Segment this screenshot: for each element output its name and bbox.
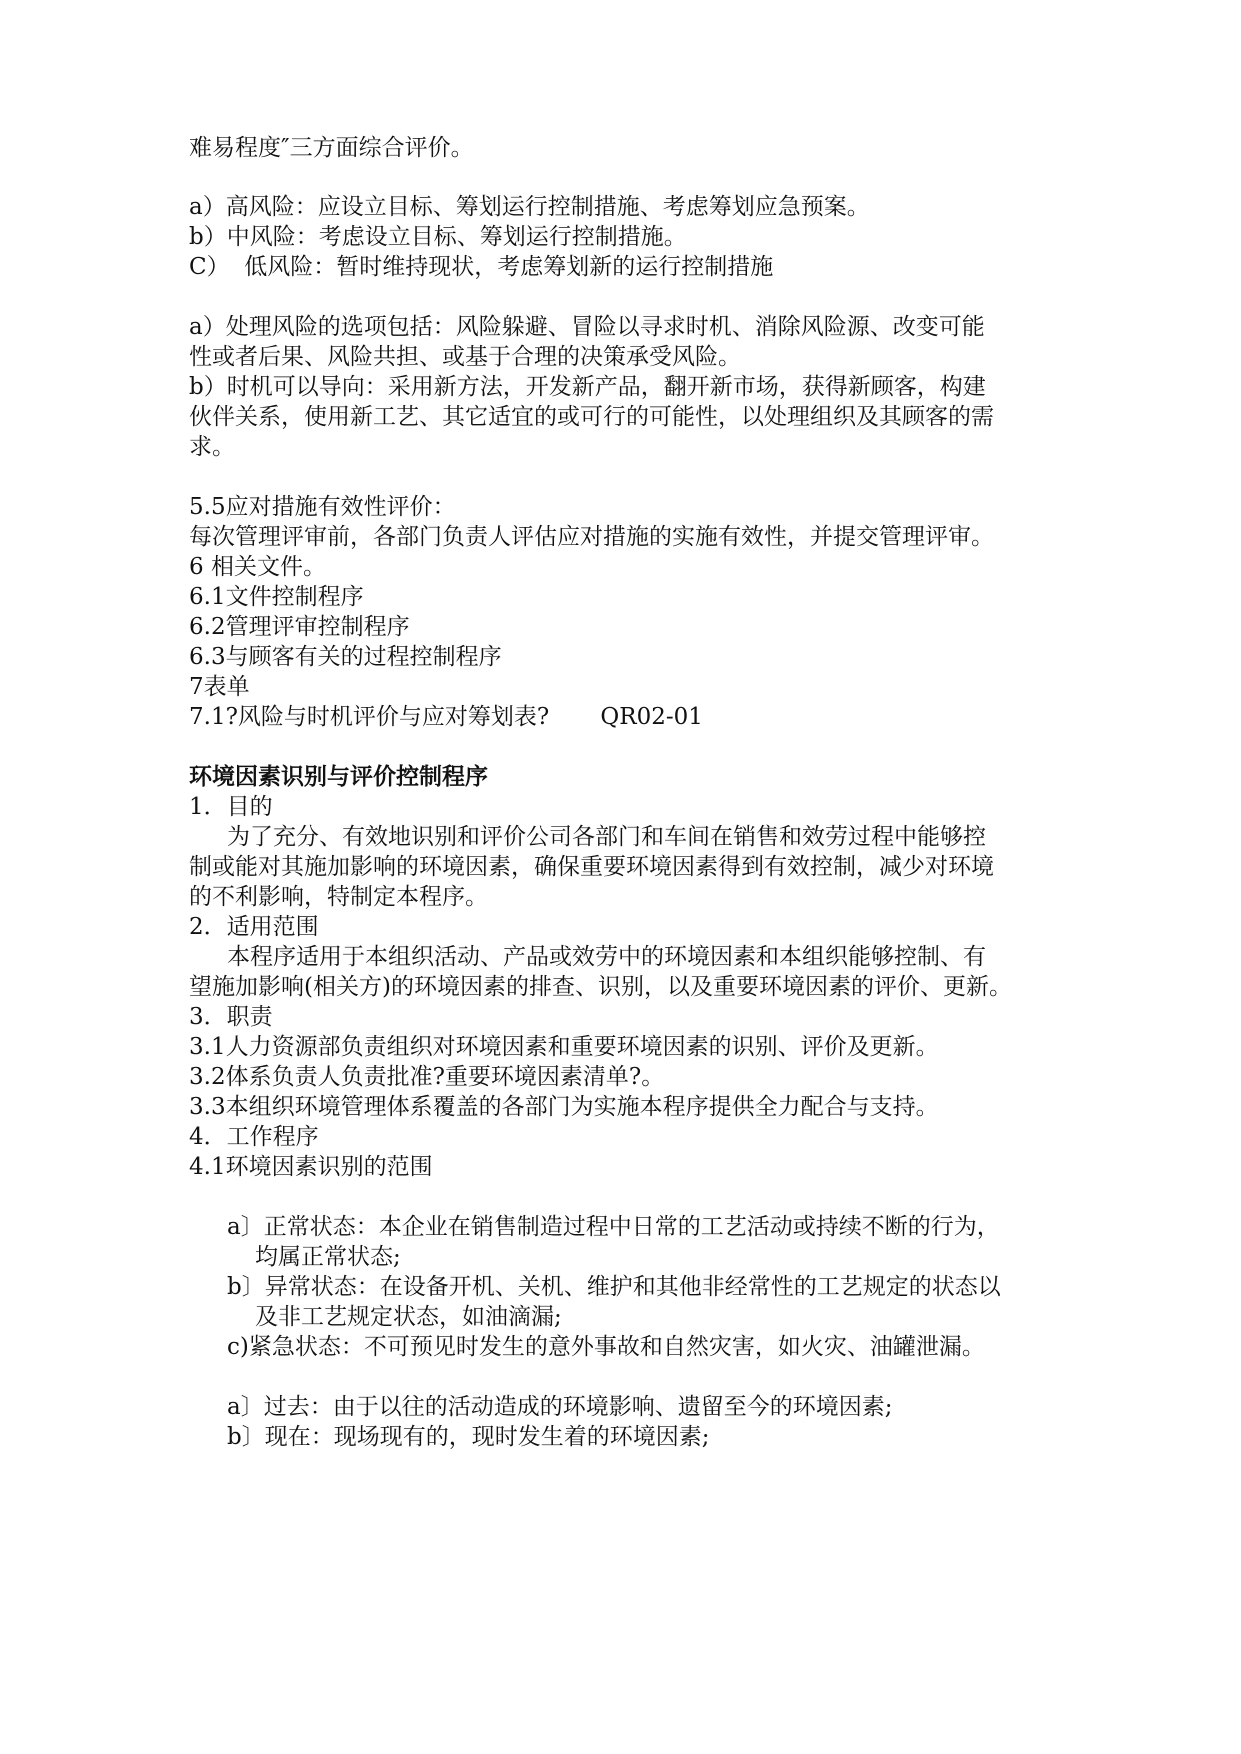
section-heading: 2．适用范围 bbox=[189, 914, 319, 940]
list-item: 6.3与顾客有关的过程控制程序 bbox=[189, 644, 502, 670]
list-item: 7.1?风险与时机评价与应对筹划表? QR02-01 bbox=[189, 704, 703, 730]
section-heading: 5.5应对措施有效性评价： bbox=[189, 494, 456, 520]
text-line: a）处理风险的选项包括：风险躲避、冒险以寻求时机、消除风险源、改变可能 bbox=[189, 314, 985, 340]
list-item: 3.3本组织环境管理体系覆盖的各部门为实施本程序提供全力配合与支持。 bbox=[189, 1094, 939, 1120]
list-item: b〕异常状态：在设备开机、关机、维护和其他非经常性的工艺规定的状态以 bbox=[227, 1274, 1001, 1300]
section-heading: 3．职责 bbox=[189, 1004, 273, 1030]
list-item: a〕过去：由于以往的活动造成的环境影响、遗留至今的环境因素; bbox=[227, 1394, 893, 1420]
text-line: 性或者后果、风险共担、或基于合理的决策承受风险。 bbox=[189, 344, 741, 370]
text-line: 难易程度″三方面综合评价。 bbox=[189, 135, 474, 161]
text-line: 制或能对其施加影响的环境因素，确保重要环境因素得到有效控制，减少对环境 bbox=[189, 854, 994, 880]
list-item: 3.2体系负责人负责批准?重要环境因素清单?。 bbox=[189, 1064, 665, 1090]
text-line: 本程序适用于本组织活动、产品或效劳中的环境因素和本组织能够控制、有 bbox=[227, 944, 986, 970]
list-item: b〕现在：现场现有的，现时发生着的环境因素; bbox=[227, 1424, 710, 1450]
text-line: 及非工艺规定状态，如油滴漏; bbox=[255, 1304, 562, 1330]
text-line: 均属正常状态; bbox=[255, 1244, 401, 1270]
text-line: 望施加影响(相关方)的环境因素的排查、识别，以及重要环境因素的评价、更新。 bbox=[189, 974, 1012, 1000]
list-item: 3.1人力资源部负责组织对环境因素和重要环境因素的识别、评价及更新。 bbox=[189, 1034, 939, 1060]
section-heading: 4.1环境因素识别的范围 bbox=[189, 1154, 433, 1180]
section-heading: 4．工作程序 bbox=[189, 1124, 319, 1150]
text-line: 的不利影响，特制定本程序。 bbox=[189, 884, 488, 910]
list-item: 6.1文件控制程序 bbox=[189, 584, 364, 610]
text-line: 求。 bbox=[189, 434, 235, 460]
text-line: b）中风险：考虑设立目标、筹划运行控制措施。 bbox=[189, 224, 687, 250]
section-heading: 1．目的 bbox=[189, 794, 273, 820]
text-line: a）高风险：应设立目标、筹划运行控制措施、考虑筹划应急预案。 bbox=[189, 194, 870, 220]
text-line: 伙伴关系，使用新工艺、其它适宜的或可行的可能性，以处理组织及其顾客的需 bbox=[189, 404, 994, 430]
text-line: b）时机可以导向：采用新方法，开发新产品，翻开新市场，获得新顾客，构建 bbox=[189, 374, 986, 400]
section-heading: 7表单 bbox=[189, 674, 250, 700]
section-heading: 6 相关文件。 bbox=[189, 554, 326, 580]
document-title: 环境因素识别与评价控制程序 bbox=[189, 763, 488, 790]
text-line: 每次管理评审前，各部门负责人评估应对措施的实施有效性，并提交管理评审。 bbox=[189, 524, 994, 550]
text-line: 为了充分、有效地识别和评价公司各部门和车间在销售和效劳过程中能够控 bbox=[227, 824, 986, 850]
text-line: C） 低风险：暂时维持现状，考虑筹划新的运行控制措施 bbox=[189, 254, 774, 280]
list-item: 6.2管理评审控制程序 bbox=[189, 614, 410, 640]
list-item: a〕正常状态：本企业在销售制造过程中日常的工艺活动或持续不断的行为， bbox=[227, 1214, 1000, 1240]
list-item: c)紧急状态：不可预见时发生的意外事故和自然灾害，如火灾、油罐泄漏。 bbox=[227, 1334, 985, 1360]
